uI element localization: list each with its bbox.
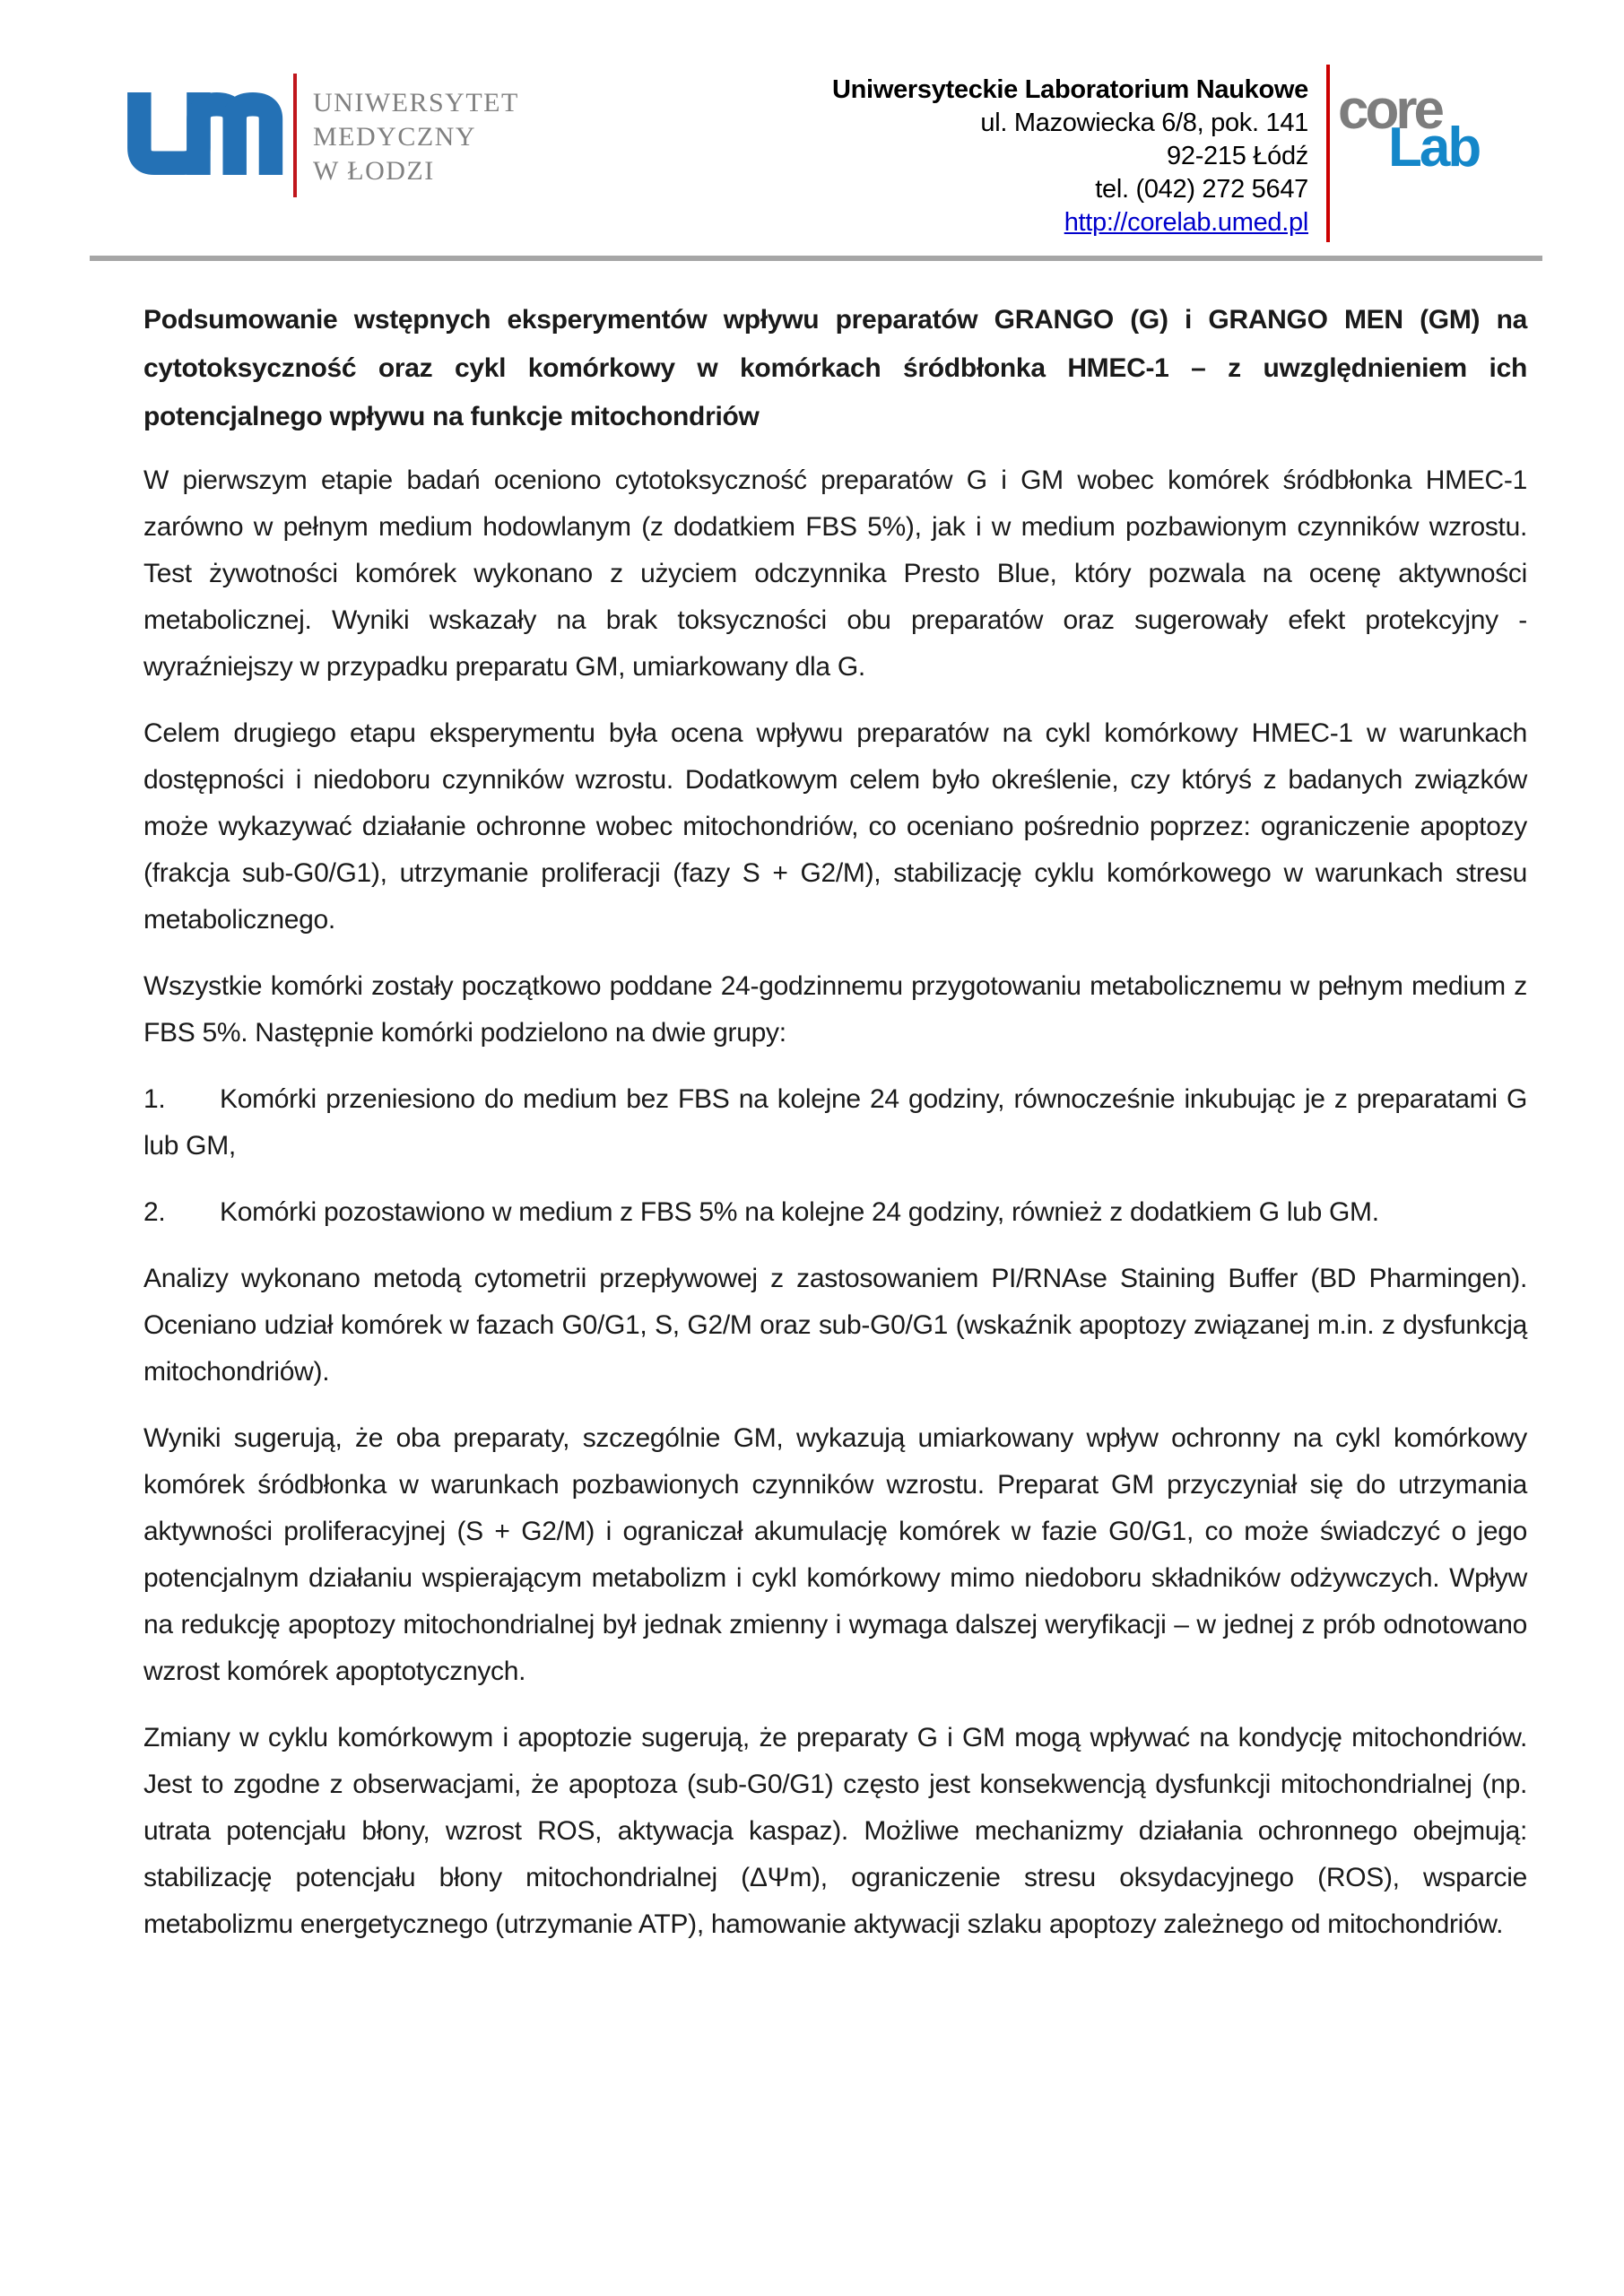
university-name-line: W ŁODZI [313,156,435,186]
website-link[interactable]: http://corelab.umed.pl [1064,208,1308,237]
list-number: 1. [143,1084,166,1114]
paragraph-mitochondria-conclusions: Zmiany w cyklu komórkowym i apoptozie sugerują, że preparaty G i GM mogą wpływać na kondycję mitochondriów. Jest to zgodne z obserwacjami, że apoptoza (sub-G0/G1) często jest konsekwencją dysfunkcji mitochondrialnej (np. utrata potencjału błony, wzrost ROS, aktywacja kaspaz). Możliwe mechanizmy działania ochronnego obejmują: stabilizację potencjału błony mitochondrialnej (ΔΨm), ograniczenie stresu oksydacyjnego (ROS), wsparcie metabolizmu energetycznego (utrzymanie ATP), hamowanie aktywacji szlaku apoptozy zależnego od mitochondriów. [143,1723,1527,1939]
corelab-logo-core-text: core [1338,79,1441,141]
address-street: ul. Mazowiecka 6/8, pok. 141 [980,109,1308,137]
list-item-text: Komórki pozostawiono w medium z FBS 5% na kolejne 24 godziny, również z dodatkiem G lub GM. [220,1197,1379,1227]
list-item-text: Komórki przeniesiono do medium bez FBS na kolejne 24 godziny, równocześnie inkubując je z preparatami G lub GM, [143,1084,1527,1161]
paragraph-results: Wyniki sugerują, że oba preparaty, szczególnie GM, wykazują umiarkowany wpływ ochronny na cykl komórkowy komórek śródbłonka w warunkach pozbawionych czynników wzrostu. Preparat GM przyczyniał się do utrzymania aktywności proliferacyjnej (S + G2/M) i ograniczał akumulację komórek w fazie G0/G1, co może świadczyć o jego potencjalnym działaniu wspierającym metabolizm i cykl komórkowy mimo niedoboru składników odżywczych. Wpływ na redukcję apoptozy mitochondrialnej był jednak zmienny i wymaga dalszej weryfikacji – w jednej z prób odnotowano wzrost komórek apoptotycznych. [143,1423,1527,1686]
document-title: Podsumowanie wstępnych eksperymentów wpływu preparatów GRANGO (G) i GRANGO MEN (GM) na cytotoksyczność oraz cykl komórkowy w komórkach śródbłonka HMEC-1 – z uwzględnieniem ich potencjalnego wpływu na funkcje mitochondriów [143,305,1527,431]
numbered-item-1 [143,1076,1527,1170]
paragraph-cytotoxicity: W pierwszym etapie badań oceniono cytotoksyczność preparatów G i GM wobec komórek śródbłonka HMEC-1 zarówno w pełnym medium hodowlanym (z dodatkiem FBS 5%), jak i w medium pozbawionym czynników wzrostu. Test żywotności komórek wykonano z użyciem odczynnika Presto Blue, który pozwala na ocenę aktywności metabolicznej. Wyniki wskazały na brak toksyczności obu preparatów oraz sugerowały efekt protekcyjny - wyraźniejszy w przypadku preparatu GM, umiarkowany dla G. [143,465,1527,682]
list-number: 2. [143,1197,166,1227]
header-horizontal-rule [90,256,1542,261]
university-name-line: MEDYCZNY [313,122,476,152]
numbered-item-2 [143,1189,1527,1236]
corelab-logo [1338,79,1544,217]
paragraph-flow-cytometry: Analizy wykonano metodą cytometrii przepływowej z zastosowaniem PI/RNAse Staining Buffer (BD Pharmingen). Oceniano udział komórek w fazach G0/G1, S, G2/M oraz sub-G0/G1 (wskaźnik apoptozy związanej m.in. z dysfunkcją mitochondriów). [143,1264,1527,1387]
um-logo-red-divider [293,74,297,197]
phone-number: tel. (042) 272 5647 [1095,175,1308,204]
paragraph-preparation: Wszystkie komórki zostały początkowo poddane 24-godzinnemu przygotowaniu metabolicznemu w pełnym medium z FBS 5%. Następnie komórki podzielono na dwie grupy: [143,971,1527,1048]
university-name [313,86,519,188]
university-name-line: UNIWERSYTET [313,88,519,117]
contact-block [832,74,1308,239]
um-university-logo-icon [127,92,284,175]
document-body [143,296,1527,1968]
address-city: 92-215 Łódź [1167,142,1308,170]
paragraph-second-stage-aim: Celem drugiego etapu eksperymentu była ocena wpływu preparatów na cykl komórkowy HMEC-1 w warunkach dostępności i niedoboru czynników wzrostu. Dodatkowym celem było określenie, czy któryś z badanych związków może wykazywać działanie ochronne wobec mitochondriów, co oceniano pośrednio poprzez: ograniczenie apoptozy (frakcja sub-G0/G1), utrzymanie proliferacji (fazy S + G2/M), stabilizację cyklu komórkowego w warunkach stresu metabolicznego. [143,718,1527,935]
header-red-divider [1326,65,1330,242]
corelab-logo-lab-text: Lab [1388,117,1480,178]
lab-name: Uniwersyteckie Laboratorium Naukowe [832,75,1308,104]
